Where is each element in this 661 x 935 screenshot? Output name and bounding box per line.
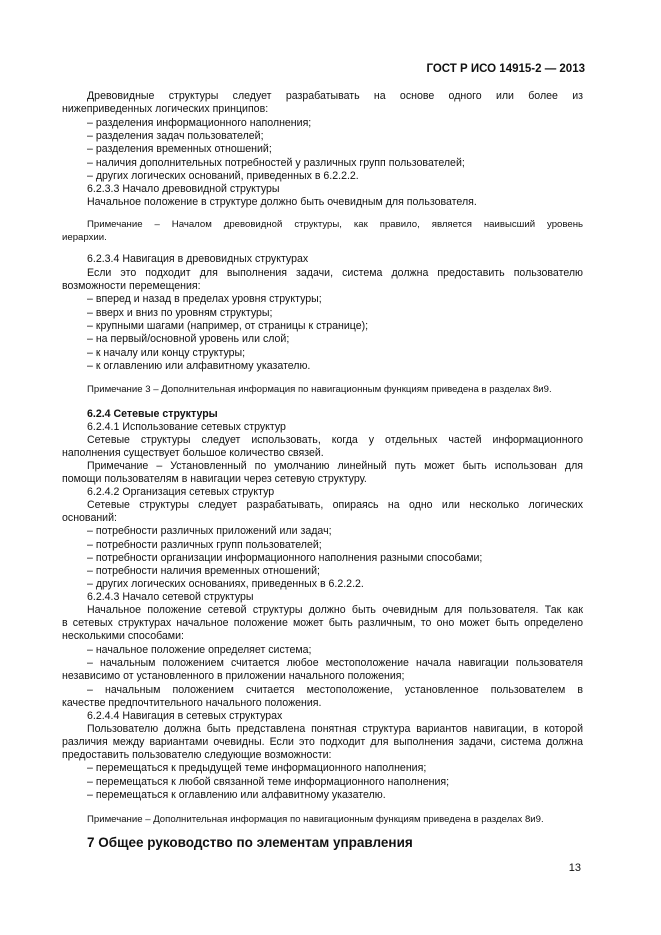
text-line: Сетевые структуры следует разрабатывать, опираясь на одно или несколько логических	[87, 499, 583, 511]
text-line: – других логических основаниях, приведенных в 6.2.2.2.	[87, 578, 364, 590]
text-line: независимо от установленного в приложении начального положения;	[62, 670, 405, 682]
text-line: – разделения задач пользователей;	[87, 130, 264, 142]
text-line: 6.2.4.1 Использование сетевых структур	[87, 421, 286, 433]
text-line: – наличия дополнительных потребностей у различных групп пользователей;	[87, 157, 465, 169]
text-line: помощи пользователям в навигации через сетевую структуру.	[62, 473, 367, 485]
text-line: иерархии.	[62, 232, 107, 243]
text-line: Пользователю должна быть представлена понятная структура вариантов навигации, в которой	[87, 723, 583, 735]
text-line: нижеприведенных логических принципов:	[62, 103, 269, 115]
text-line: 6.2.4.3 Начало сетевой структуры	[87, 591, 254, 603]
text-line: Сетевые структуры следует использовать, когда у отдельных частей информационного	[87, 434, 583, 446]
text-line: – других логических оснований, приведенных в 6.2.2.2.	[87, 170, 359, 182]
text-line: 6.2.4 Сетевые структуры	[87, 408, 218, 420]
text-line: Примечание 3 – Дополнительная информация по навигационным функциям приведена в разделах 8и9.	[87, 384, 552, 395]
text-line: Древовидные структуры следует разрабатывать на основе одного или более из	[87, 90, 583, 102]
text-line: оснований:	[62, 512, 117, 524]
text-line: Примечание – Началом древовидной структуры, как правило, является наивысший уровень	[87, 219, 583, 230]
document-header: ГОСТ Р ИСО 14915-2 — 2013	[426, 63, 585, 75]
text-line: Начальное положение в структуре должно быть очевидным для пользователя.	[87, 196, 477, 208]
text-line: – перемещаться к предыдущей теме информационного наполнения;	[87, 762, 427, 774]
text-line: возможности перемещения:	[62, 280, 201, 292]
text-line: – крупными шагами (например, от страницы к странице);	[87, 320, 369, 332]
text-line: несколькими способами:	[62, 630, 184, 642]
page-number: 13	[568, 862, 581, 874]
text-line: Если это подходит для выполнения задачи, система должна предоставить пользователю	[87, 267, 583, 279]
text-line: – перемещаться к любой связанной теме информационного наполнения;	[87, 776, 450, 788]
text-line: – вперед и назад в пределах уровня структуры;	[87, 293, 322, 305]
text-line: в сетевых структурах начальное положение может быть различным, то оно может быть определено	[62, 617, 583, 629]
text-line: – к началу или концу структуры;	[87, 347, 246, 359]
text-line: Примечание – Дополнительная информация по навигационным функциям приведена в разделах 8и9.	[87, 814, 544, 825]
text-line: 6.2.4.2 Организация сетевых структур	[87, 486, 275, 498]
text-line: Начальное положение сетевой структуры должно быть очевидным для пользователя. Так как	[87, 604, 583, 616]
text-line: качестве предпочтительного начального положения.	[62, 697, 322, 709]
text-line: – потребности организации информационного наполнения разными способами;	[87, 552, 483, 564]
text-line: – перемещаться к оглавлению или алфавитному указателю.	[87, 789, 386, 801]
text-line: – потребности различных приложений или задач;	[87, 525, 332, 537]
text-line: различия между вариантами очевидны. Если это подходит для выполнения задачи, система должна	[62, 736, 583, 748]
text-line: – вверх и вниз по уровням структуры;	[87, 307, 273, 319]
text-line: Примечание – Установленный по умолчанию линейный путь может быть использован для	[87, 460, 583, 472]
text-line: предоставить пользователю следующие возможности:	[62, 749, 332, 761]
text-line: 6.2.4.4 Навигация в сетевых структурах	[87, 710, 283, 722]
text-line: 6.2.3.4 Навигация в древовидных структурах	[87, 253, 309, 265]
text-line: – на первый/основной уровень или слой;	[87, 333, 290, 345]
section-heading: 7 Общее руководство по элементам управления	[87, 835, 413, 850]
text-line: 6.2.3.3 Начало древовидной структуры	[87, 183, 280, 195]
text-line: – разделения информационного наполнения;	[87, 117, 312, 129]
text-line: – потребности различных групп пользователей;	[87, 539, 322, 551]
text-line: – начальным положением считается местоположение, установленное пользователем в	[87, 684, 583, 696]
text-line: – начальное положение определяет система;	[87, 644, 312, 656]
text-line: наполнения существует большое количество связей.	[62, 447, 324, 459]
text-line: – разделения временных отношений;	[87, 143, 272, 155]
text-line: – начальным положением считается любое местоположение начала навигации пользователя	[87, 657, 583, 669]
text-line: – к оглавлению или алфавитному указателю.	[87, 360, 311, 372]
text-line: – потребности наличия временных отношений;	[87, 565, 320, 577]
